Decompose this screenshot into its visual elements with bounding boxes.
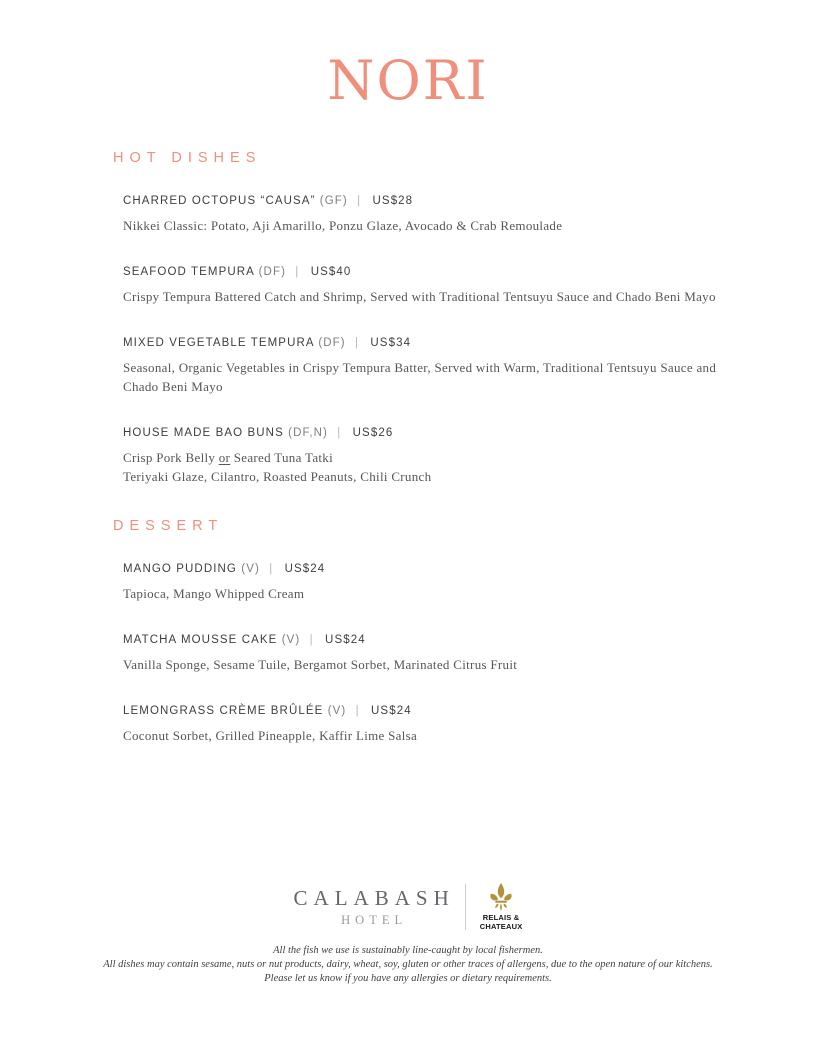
item-separator: | [355, 705, 360, 717]
disclaimer-line: Please let us know if you have any allergies or dietary requirements. [264, 973, 552, 984]
hotel-subtitle: HOTEL [341, 913, 408, 927]
item-description-line: Vanilla Sponge, Sesame Tuile, Bergamot Sorbet, Marinated Citrus Fruit [123, 657, 518, 672]
item-dietary-tag: (GF) [319, 195, 348, 207]
relais-chateaux-label [480, 913, 523, 931]
relais-line2: CHATEAUX [479, 922, 523, 931]
item-title-row [123, 561, 816, 577]
item-name: SEAFOOD TEMPURA [123, 266, 255, 278]
header [0, 0, 816, 110]
item-name: HOUSE MADE BAO BUNS [123, 427, 284, 439]
item-separator: | [295, 266, 300, 278]
item-name: MIXED VEGETABLE TEMPURA [123, 337, 315, 349]
item-description [123, 448, 816, 486]
item-price: US$28 [372, 195, 414, 207]
item-dietary-tag: (DF,N) [288, 427, 328, 439]
item-description-line: Crisp Pork Belly or Seared Tuna Tatki [123, 450, 334, 465]
item-description-line: Nikkei Classic: Potato, Aji Amarillo, Ponzu Glaze, Avocado & Crab Remoulade [123, 218, 563, 233]
hotel-logo [294, 886, 455, 928]
menu-sections [113, 150, 816, 745]
item-price: US$34 [370, 337, 412, 349]
item-description [123, 358, 816, 396]
item-title-row [123, 425, 816, 441]
item-dietary-tag: (DF) [258, 266, 286, 278]
item-separator: | [309, 634, 314, 646]
menu-item [123, 703, 816, 745]
disclaimer-line: All dishes may contain sesame, nuts or nut products, dairy, wheat, soy, gluten or other traces of allergens, due to the open nature of our kitchens. [103, 959, 713, 970]
menu-item [123, 193, 816, 235]
lockup-divider [465, 884, 466, 930]
item-price: US$26 [352, 427, 394, 439]
item-description-line: Teriyaki Glaze, Cilantro, Roasted Peanuts, Chili Crunch [123, 469, 432, 484]
item-dietary-tag: (V) [327, 705, 347, 717]
section-items [113, 561, 816, 745]
restaurant-logo: NORI [327, 49, 489, 112]
menu-section [113, 518, 816, 745]
item-title-row [123, 264, 816, 280]
item-price: US$24 [371, 705, 412, 717]
item-title-row [123, 335, 816, 351]
item-dietary-tag: (V) [281, 634, 301, 646]
item-dietary-tag: (DF) [318, 337, 346, 349]
item-separator: | [269, 563, 274, 575]
item-description [123, 655, 816, 674]
menu-item [123, 632, 816, 674]
item-title-row [123, 632, 816, 648]
relais-line1: RELAIS & [482, 913, 520, 922]
menu-item [123, 335, 816, 396]
menu-item [123, 425, 816, 486]
item-title-row [123, 193, 816, 209]
item-name: MANGO PUDDING [123, 563, 237, 575]
item-description [123, 287, 816, 306]
item-price: US$24 [325, 634, 366, 646]
menu-item [123, 264, 816, 306]
item-separator: | [355, 337, 360, 349]
section-items [113, 193, 816, 486]
item-dietary-tag: (V) [241, 563, 260, 575]
item-description-line: Crispy Tempura Battered Catch and Shrimp, Served with Traditional Tentsuyu Sauce and Chado Beni Mayo [123, 289, 716, 304]
item-description-line: Chado Beni Mayo [123, 379, 223, 394]
item-description [123, 216, 816, 235]
section-title: HOT DISHES [113, 150, 262, 166]
item-description [123, 726, 816, 745]
item-description-line: Coconut Sorbet, Grilled Pineapple, Kaffir Lime Salsa [123, 728, 418, 743]
hotel-lockup [0, 883, 816, 931]
item-name: MATCHA MOUSSE CAKE [123, 634, 278, 646]
item-separator: | [357, 195, 362, 207]
item-title-row [123, 703, 816, 719]
item-separator: | [337, 427, 342, 439]
allergen-disclaimer [0, 944, 816, 986]
item-description [123, 584, 816, 603]
relais-chateaux-logo [480, 883, 523, 931]
item-name: CHARRED OCTOPUS “CAUSA” [123, 195, 316, 207]
item-name: LEMONGRASS CRÈME BRÛLÉE [123, 705, 324, 717]
item-description-line: Seasonal, Organic Vegetables in Crispy Tempura Batter, Served with Warm, Traditional Tentsuyu Sauce and [123, 360, 717, 375]
menu-section [113, 150, 816, 486]
section-title: DESSERT [113, 518, 224, 534]
disclaimer-line: All the fish we use is sustainably line-caught by local fishermen. [273, 945, 543, 956]
item-price: US$24 [284, 563, 326, 575]
footer [0, 883, 816, 986]
hotel-name: CALABASH [293, 886, 455, 910]
fleur-de-lis-icon [489, 883, 513, 911]
item-description-line: Tapioca, Mango Whipped Cream [123, 586, 305, 601]
menu-item [123, 561, 816, 603]
item-price: US$40 [310, 266, 352, 278]
